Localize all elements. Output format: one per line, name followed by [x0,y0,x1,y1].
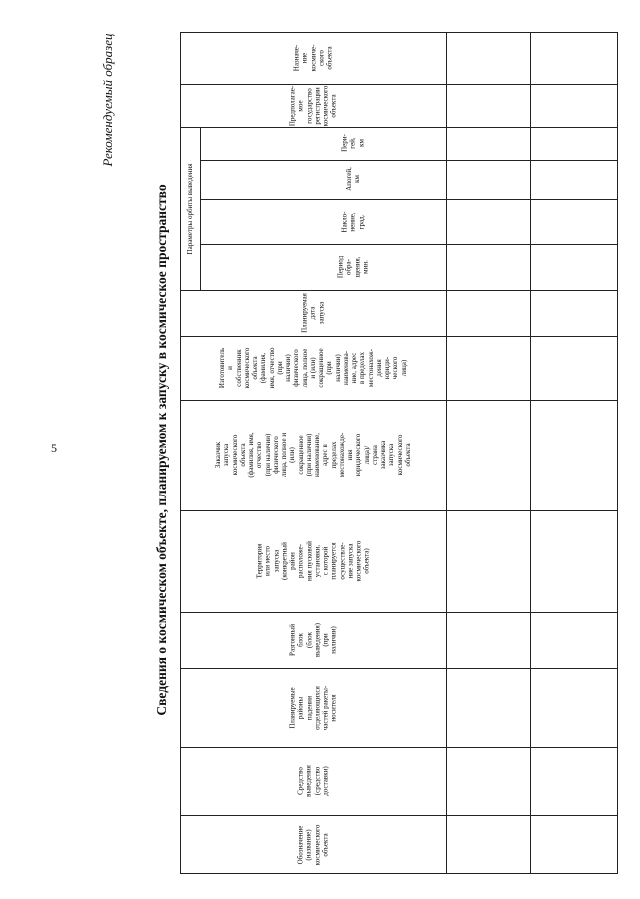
table-border-bottom [180,873,618,874]
column-separator-10 [180,84,618,85]
orbit-group-header: Параметры орбиты выведения [185,163,194,254]
orbit-param-4: Пери- гей, км [340,134,366,153]
column-header-11: Назначе- ние космиче- ского объекта [292,44,334,72]
orbit-param-2: Накло- нение, град. [340,211,366,232]
column-header-4: Разгонный блок (блок выведения) (при наличии) [288,623,338,657]
orbit-sub-separator-2 [200,199,618,200]
sample-mark: Рекомендуемый образец [100,33,115,167]
launch-info-table [180,32,618,874]
column-header-1: Обозначение (название) космического объекта [296,824,330,865]
column-separator-1 [180,815,618,816]
orbit-param-3: Апогей, км [344,167,361,191]
column-header-8: Планируемая дата запуска [300,293,326,333]
column-separator-9 [180,127,618,128]
column-header-10: Предполагае- мое государство регистрации космического объекта [288,85,338,126]
column-separator-6 [180,400,618,401]
column-separator-5 [180,510,618,511]
column-separator-8 [180,290,618,291]
orbit-sub-separator-3 [200,160,618,161]
column-header-5: Территория или место запуска (конкретный район расположе- ния пусковой установки, с которой планируется осуществле- ние запуска космического объекта) [255,540,371,582]
column-header-7: Изготовитель и собственник космического объекта (фамилия, имя, отчество (при наличии) физического лица, полное и (или) сокращенное (при наличии) наименова- ние, адрес в пределах местонахож- дения юриди- ческого лица) [218,347,408,389]
document-title: Сведения о космическом объекте, планируемом к запуску в космическое пространство [154,184,169,716]
column-header-2: Средство выведения (средство доставки) [296,765,330,797]
orbit-group-subline [200,127,201,290]
column-separator-7 [180,336,618,337]
column-header-3: Планируемые районы падения отделяющихся частей ракеты- носителя [288,685,338,730]
orbit-sub-separator-1 [200,244,618,245]
column-separator-3 [180,668,618,669]
column-header-6: Заказчик запуска космического объекта (фамилия, имя, отчество (при наличии) физического лица, полное и (или) сокращенное (при наличии) наименование, адрес в пределах местонахожде- ния юридического лица)/ страна заказчика запуска космического объекта [214,432,412,478]
column-separator-4 [180,612,618,613]
table-border-top [180,32,618,33]
orbit-param-1: Период обра- щения, мин. [336,256,370,279]
column-separator-2 [180,747,618,748]
page-number: 5 [51,441,57,455]
